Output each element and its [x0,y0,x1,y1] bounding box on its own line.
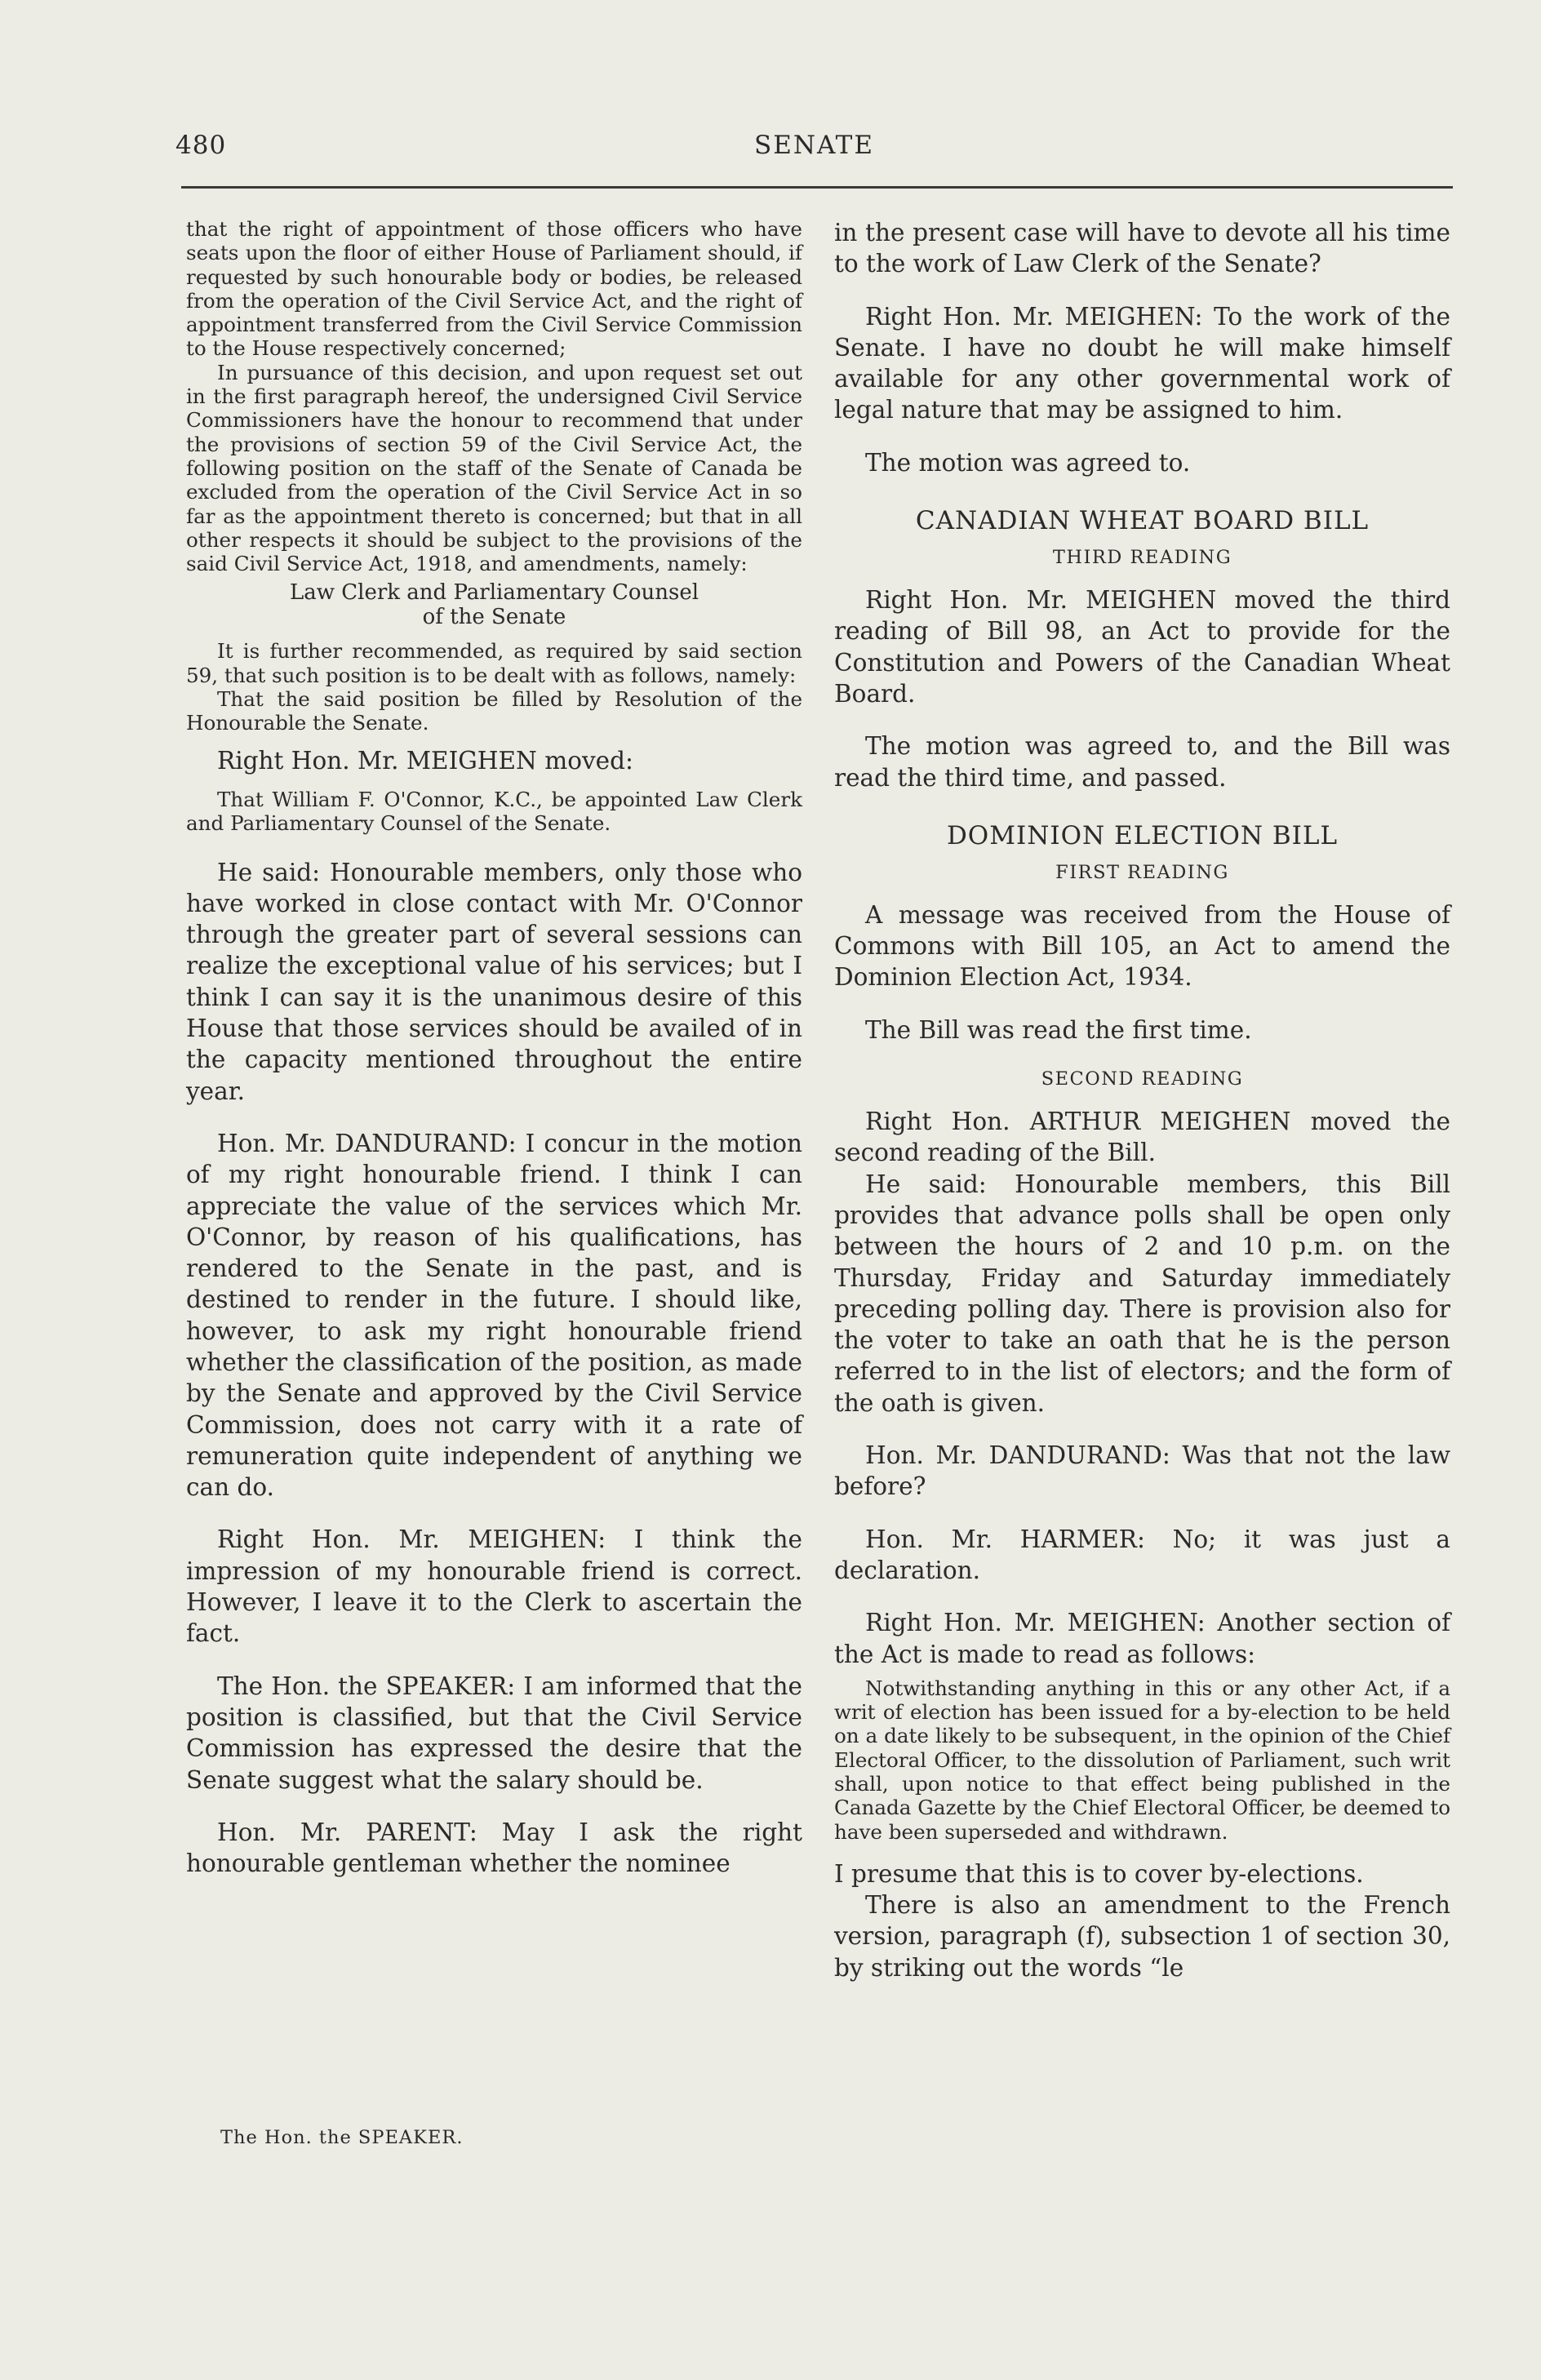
speech-meighen-said: He said: Honourable members, only those who have worked in close contact with Mr. O'Connor through the greater part of several sessions can realize the exceptional value of his services; but I think I can say it is the unanimous desire of this House that those services should be availed of in the capacity mentioned throughout the entire year. [186,858,802,1105]
report-paragraph-2: In pursuance of this decision, and upon request set out in the first paragraph hereof, the undersigned Civil Service Commissioners have the honour to recommend that under the provisions of section 59 of the Civil Service Act, the following position on the staff of the Senate of Canada be excluded from the operation of the Civil Service Act in so far as the appointment thereto is concerned; but that in all other respects it should be subject to the provisions of the said Civil Service Act, 1918, and amendments, namely: [186,360,802,576]
header-rule [181,186,1453,189]
first-reading-note: The Bill was read the first time. [865,1015,1252,1044]
second-reading-moved: Right Hon. ARTHUR MEIGHEN moved the second reading of the Bill. [834,1108,1450,1167]
motion-moved: Right Hon. Mr. MEIGHEN moved: [217,746,633,775]
wheat-bill-moved: Right Hon. Mr. MEIGHEN moved the third reading of Bill 98, an Act to provide for the Constitution and Powers of the Canadian Wheat Board. [834,586,1450,708]
speech-meighen-reply: Right Hon. Mr. MEIGHEN: I think the impression of my honourable friend is correct. However, I leave it to the Clerk to ascertain the fact. [186,1525,802,1648]
speech-meighen-section: Right Hon. Mr. MEIGHEN: Another section of the Act is made to read as follows: [834,1609,1450,1668]
motion-text: That William F. O'Connor, K.C., be appointed Law Clerk and Parliamentary Counsel of the Senate. [186,787,802,836]
running-title: SENATE [754,131,874,160]
motion-agreed: The motion was agreed to. [865,448,1191,477]
report-paragraph-4: That the said position be filled by Resolution of the Honourable the Senate. [186,687,802,735]
page-number: 480 [175,131,227,160]
wheat-bill-passed: The motion was agreed to, and the Bill was read the third time, and passed. [834,732,1450,792]
position-title [186,580,802,629]
heading-second-reading: SECOND READING [1041,1068,1244,1090]
footer-note: The Hon. the SPEAKER. [220,2127,464,2148]
right-column [834,217,1450,1983]
speech-parent: Hon. Mr. PARENT: May I ask the right honourable gentleman whether the nominee [186,1818,802,1878]
speech-parent-cont: in the present case will have to devote all his time to the work of Law Clerk of the Senate? [834,219,1450,278]
report-paragraph-1: that the right of appointment of those officers who have seats upon the floor of either House of Parliament should, if requested by such honourable body or bodies, be released from the operation of the Civil Service Act, and the right of appointment transferred from the Civil Service Commission to the House respectively concerned; [186,217,802,361]
report-paragraph-3: It is further recommended, as required by said section 59, that such position is to be dealt with as follows, namely: [186,639,802,687]
speech-speaker: The Hon. the SPEAKER: I am informed that the position is classified, but that the Civil Service Commission has expressed the desire that the Senate suggest what the salary should be. [186,1672,802,1794]
speech-dandurand-question: Hon. Mr. DANDURAND: Was that not the law before? [834,1441,1450,1501]
heading-third-reading: THIRD READING [1052,547,1232,569]
speech-harmer: Hon. Mr. HARMER: No; it was just a declaration. [834,1525,1450,1584]
speech-meighen-answer: Right Hon. Mr. MEIGHEN: To the work of the Senate. I have no doubt he will make himself available for any other governmental work of legal nature that may be assigned to him. [834,302,1450,424]
heading-dominion-election-bill: DOMINION ELECTION BILL [946,820,1339,850]
message-received: A message was received from the House of Commons with Bill 105, an Act to amend the Dominion Election Act, 1934. [834,900,1450,992]
by-elections-note: I presume that this is to cover by-elections. [834,1859,1364,1888]
heading-wheat-board-bill: CANADIAN WHEAT BOARD BILL [915,506,1370,536]
second-reading-speech: He said: Honourable members, this Bill provides that advance polls shall be open only between the hours of 2 and 10 p.m. on the Thursday, Friday and Saturday immediately preceding polling day. There is provision also for the voter to take an oath that he is the person referred to in the list of electors; and the form of the oath is given. [834,1170,1450,1417]
position-title-line-2: of the Senate [422,605,566,630]
page-header [175,131,1453,171]
heading-first-reading: FIRST READING [1055,861,1229,883]
speech-dandurand: Hon. Mr. DANDURAND: I concur in the motion of my right honourable friend. I think I can appreciate the value of the services which Mr. O'Connor, by reason of his qualifications, has rendered to the Senate in the past, and is destined to render in the future. I should like, however, to ask my right honourable friend whether the classification of the position, as made by the Senate and approved by the Civil Service Commission, does not carry with it a rate of remuneration quite independent of anything we can do. [186,1129,802,1502]
french-amendment: There is also an amendment to the French version, paragraph (f), subsection 1 of section 30, by striking out the words “le [834,1891,1450,1982]
position-title-line-1: Law Clerk and Parliamentary Counsel [289,580,699,606]
left-column [186,217,802,1879]
quoted-section: Notwithstanding anything in this or any other Act, if a writ of election has been issued for a by-election to be held on a date likely to be subsequent, in the opinion of the Chief Electoral Officer, to the dissolution of Parliament, such writ shall, upon notice to that effect being published in the Canada Gazette by the Chief Electoral Officer, be deemed to have been superseded and withdrawn. [834,1676,1450,1844]
